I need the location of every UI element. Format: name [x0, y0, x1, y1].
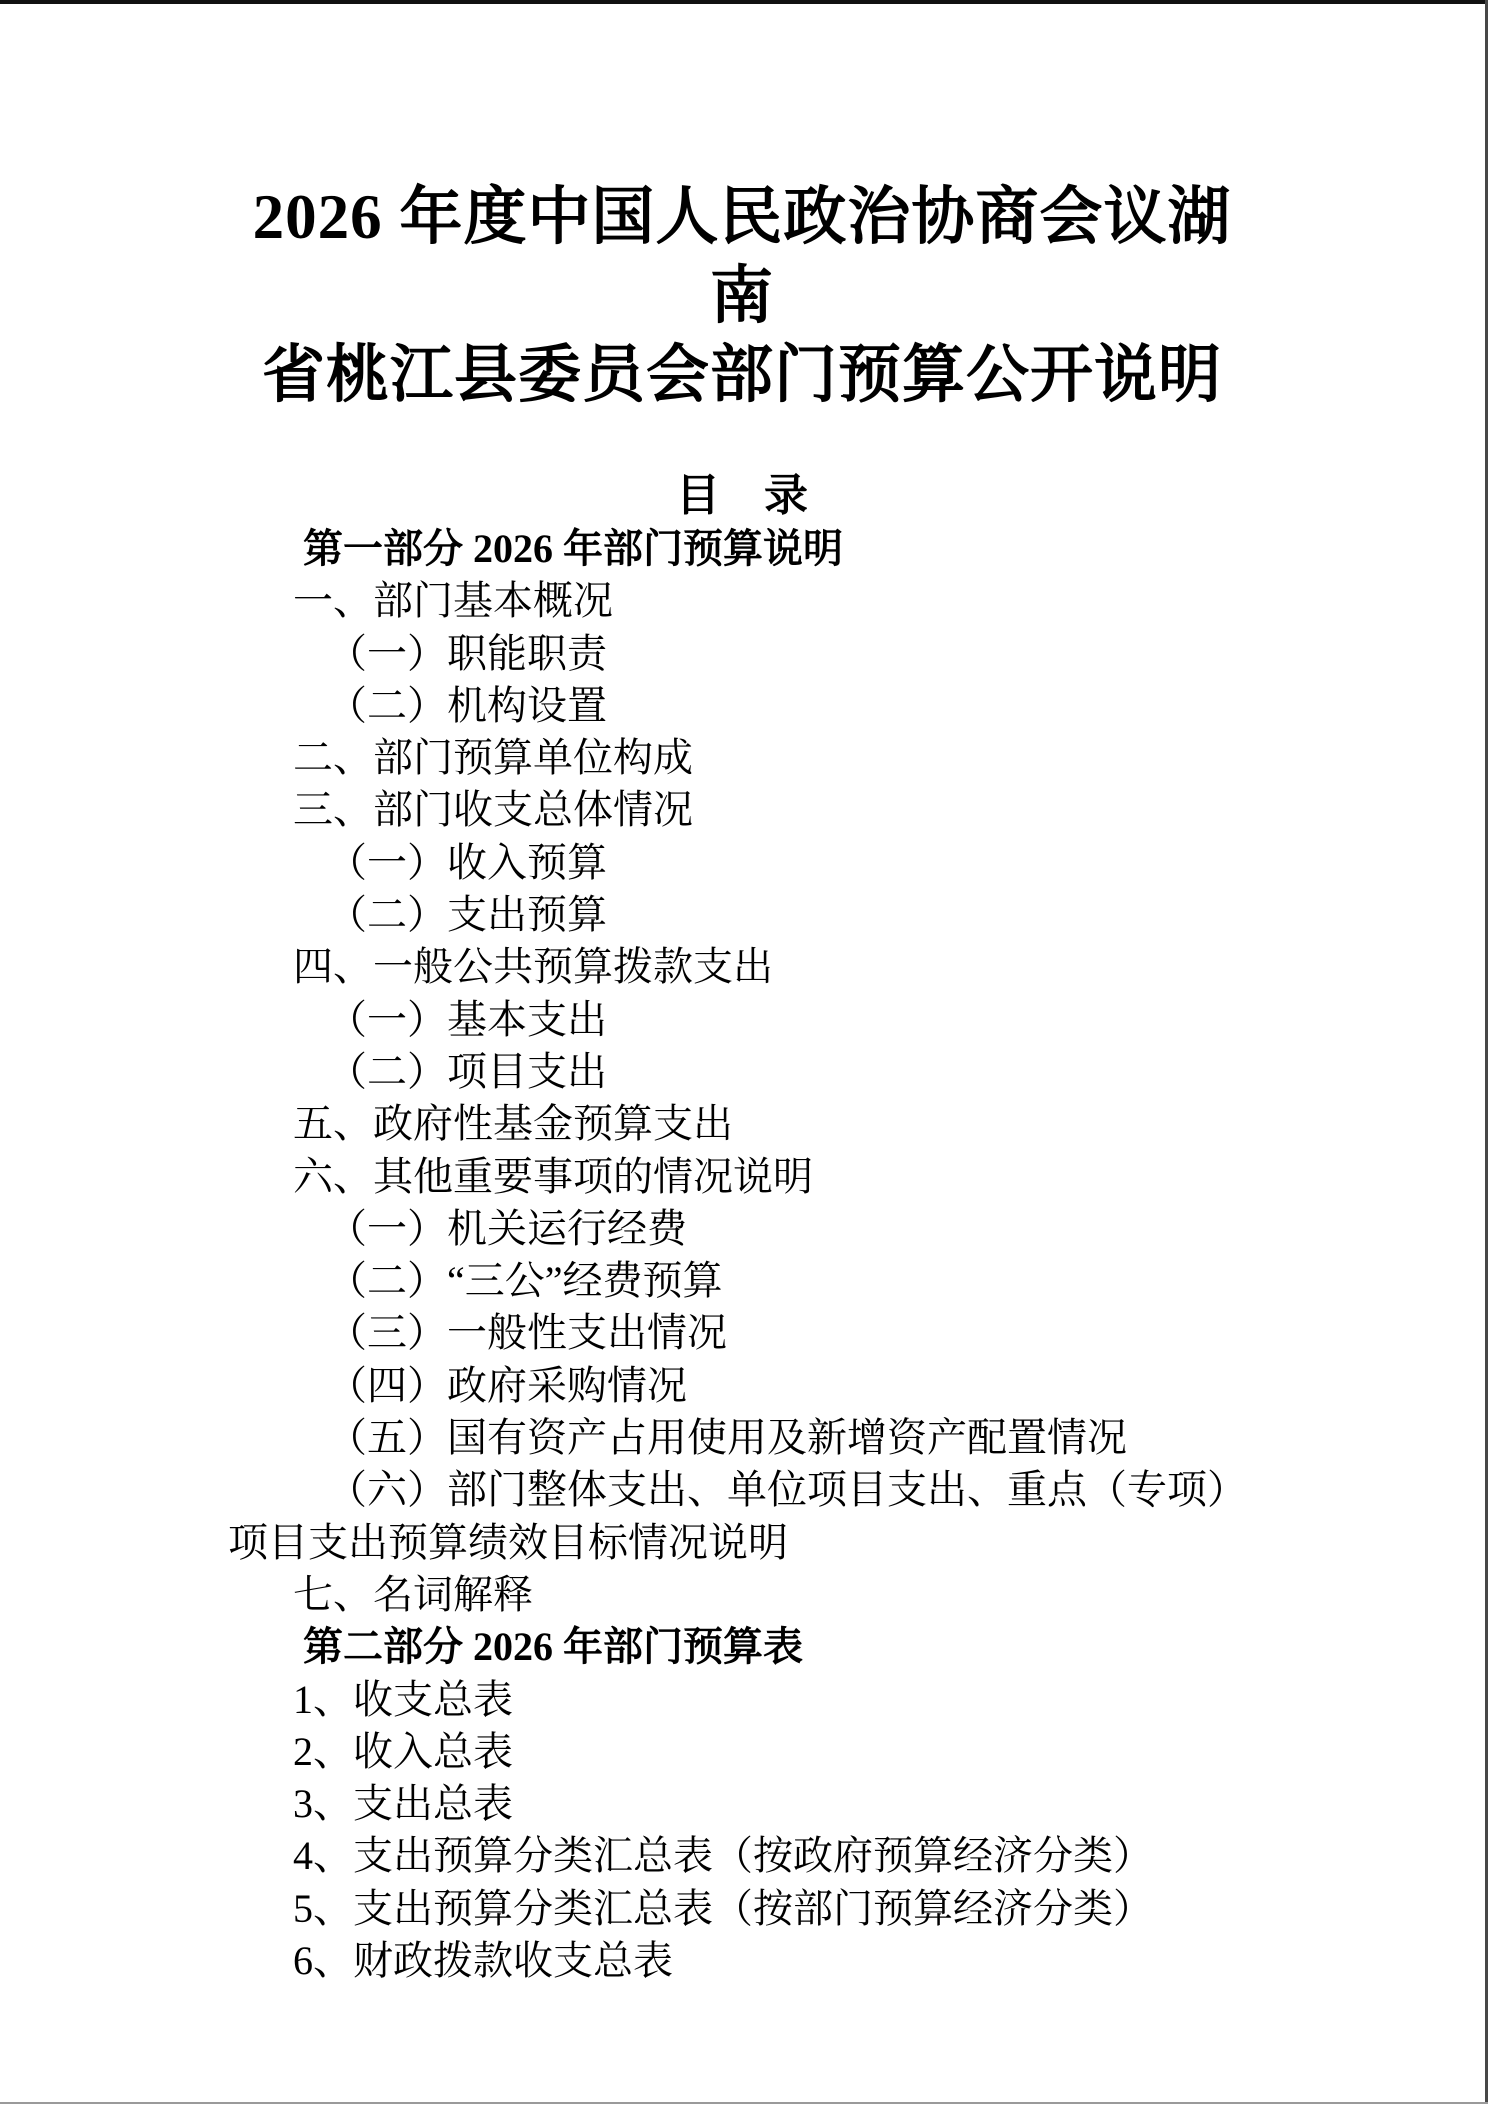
toc-item: 4、支出预算分类汇总表（按政府预算经济分类） [293, 1833, 1153, 1879]
document-title-line1: 2026 年度中国人民政治协商会议湖南 [252, 182, 1232, 331]
document-title-line2: 省桃江县委员会部门预算公开说明 [262, 340, 1222, 410]
toc-item: （二）项目支出 [327, 1048, 607, 1094]
toc-item: （一）职能职责 [327, 630, 607, 676]
toc-section-heading: 第一部分 2026 年部门预算说明 [303, 526, 843, 571]
toc-item: （二）支出预算 [327, 892, 607, 938]
toc-item: （一）基本支出 [327, 996, 607, 1042]
toc-item: （一）机关运行经费 [327, 1205, 687, 1251]
toc-item: （六）部门整体支出、单位项目支出、重点（专项） [327, 1467, 1247, 1513]
toc-item: 1、收支总表 [293, 1676, 513, 1722]
toc-item: 四、一般公共预算拨款支出 [293, 944, 773, 990]
toc-item: 3、支出总表 [293, 1781, 513, 1827]
toc-item: 6、财政拨款收支总表 [293, 1938, 673, 1984]
toc-section-heading: 第二部分 2026 年部门预算表 [303, 1624, 803, 1670]
toc-item: （二）“三公”经费预算 [327, 1258, 723, 1304]
toc-item: 二、部门预算单位构成 [293, 735, 693, 781]
toc-item: 六、其他重要事项的情况说明 [293, 1153, 813, 1199]
toc-item: （四）政府采购情况 [327, 1362, 687, 1408]
toc-item: （二）机构设置 [327, 682, 607, 728]
table-of-contents [228, 523, 1256, 1987]
toc-item: （一）收入预算 [327, 839, 607, 885]
toc-item: 5、支出预算分类汇总表（按部门预算经济分类） [293, 1885, 1153, 1931]
toc-item: 三、部门收支总体情况 [293, 787, 693, 833]
toc-item-continuation: 项目支出预算绩效目标情况说明 [228, 1519, 788, 1565]
toc-item: 2、收入总表 [293, 1728, 513, 1774]
toc-heading: 目 录 [676, 471, 808, 520]
toc-item: 七、名词解释 [293, 1571, 533, 1617]
toc-item: （五）国有资产占用使用及新增资产配置情况 [327, 1415, 1127, 1461]
toc-item: 一、部门基本概况 [293, 578, 613, 624]
toc-item: 五、政府性基金预算支出 [293, 1101, 733, 1147]
toc-item: （三）一般性支出情况 [327, 1310, 727, 1356]
document-title [228, 178, 1256, 415]
